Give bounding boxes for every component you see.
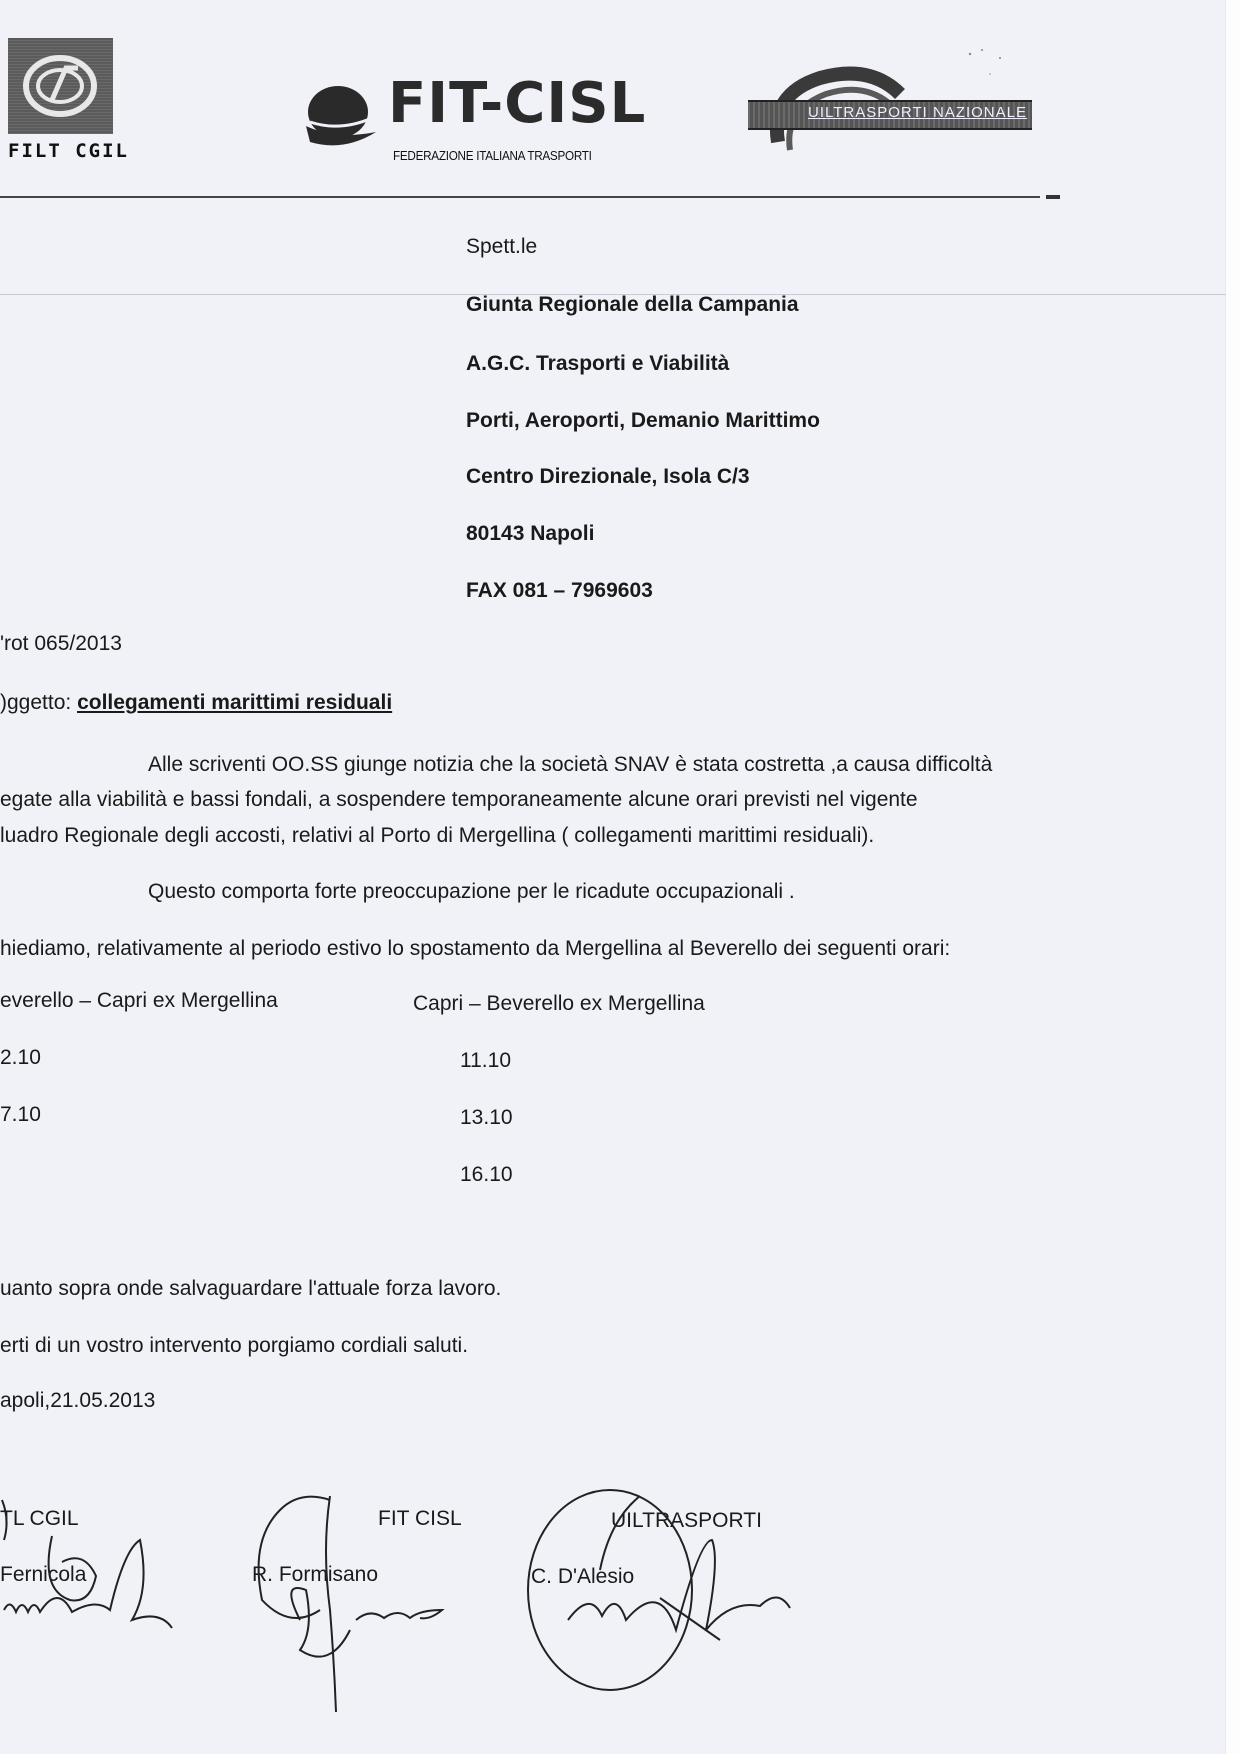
closing-line-2: erti di un vostro intervento porgiamo cordiali saluti.: [0, 1334, 469, 1357]
signature-cgil-mark: [2, 1500, 172, 1628]
schedule-col2-time: 16.10: [460, 1163, 513, 1186]
recipient-line-3: Porti, Aeroporti, Demanio Marittimo: [466, 409, 820, 432]
fit-cisl-logo-subtitle: FEDERAZIONE ITALIANA TRASPORTI: [393, 148, 592, 163]
scan-specks: [960, 44, 1040, 94]
signature-cisl-mark: [259, 1496, 442, 1712]
body-paragraph-1-line-2: egate alla viabilità e bassi fondali, a sospendere temporaneamente alcune orari previsti nel vigente: [0, 788, 918, 811]
signatory-name-uil: C. D'Alesio: [531, 1565, 635, 1588]
schedule-col1-time: 7.10: [0, 1103, 41, 1126]
recipient-line-1: Giunta Regionale della Campania: [466, 293, 799, 316]
recipient-line-5: 80143 Napoli: [466, 522, 595, 545]
schedule-col1-header: everello – Capri ex Mergellina: [0, 989, 278, 1012]
signatory-name-cgil: Fernicola: [0, 1563, 87, 1586]
subject-label: )ggetto:: [0, 691, 72, 714]
signature-org-uil: UILTRASPORTI: [611, 1509, 762, 1532]
protocol-number: 'rot 065/2013: [0, 632, 122, 655]
subject-line: [0, 690, 392, 716]
uiltrasporti-logo-text: UILTRASPORTI NAZIONALE: [808, 104, 1027, 121]
subject-value: collegamenti marittimi residuali: [77, 691, 393, 714]
body-paragraph-3: hiediamo, relativamente al periodo estivo lo spostamento da Mergellina al Beverello dei seguenti orari:: [0, 937, 951, 960]
schedule-col2-time: 11.10: [460, 1049, 511, 1072]
recipient-salutation: Spett.le: [466, 235, 538, 258]
body-paragraph-1-line-3: luadro Regionale degli accosti, relativi al Porto di Mergellina ( collegamenti marittimi residuali).: [0, 824, 875, 847]
body-paragraph-1-line-1: Alle scriventi OO.SS giunge notizia che la società SNAV è stata costretta ,a causa difficoltà: [148, 753, 993, 776]
schedule-col1-time: 2.10: [0, 1046, 41, 1069]
handwritten-signatures: [0, 1480, 820, 1720]
signature-org-cgil: TL CGIL: [0, 1507, 79, 1530]
closing-line-1: uanto sopra onde salvaguardare l'attuale forza lavoro.: [0, 1277, 502, 1300]
header-divider-end: [1046, 195, 1060, 199]
closing-date: apoli,21.05.2013: [0, 1389, 156, 1412]
signature-org-cisl: FIT CISL: [378, 1507, 462, 1530]
body-paragraph-2: Questo comporta forte preoccupazione per le ricadute occupazionali .: [148, 880, 795, 903]
fit-cisl-emblem-icon: [300, 82, 380, 154]
filt-cgil-logo: [8, 38, 113, 134]
recipient-line-2: A.G.C. Trasporti e Viabilità: [466, 352, 730, 375]
recipient-line-6: FAX 081 – 7969603: [466, 579, 653, 602]
schedule-col2-time: 13.10: [460, 1106, 513, 1129]
schedule-col2-header: Capri – Beverello ex Mergellina: [413, 992, 705, 1015]
page-edge: [1225, 0, 1240, 1754]
fit-cisl-logo-title: FIT-CISL: [388, 71, 647, 136]
header-divider: [0, 196, 1040, 198]
signature-uil-mark: [528, 1490, 790, 1690]
recipient-line-4: Centro Direzionale, Isola C/3: [466, 465, 750, 488]
filt-cgil-logo-text: FILT CGIL: [8, 140, 129, 162]
signatory-name-cisl: R. Formisano: [252, 1563, 379, 1586]
